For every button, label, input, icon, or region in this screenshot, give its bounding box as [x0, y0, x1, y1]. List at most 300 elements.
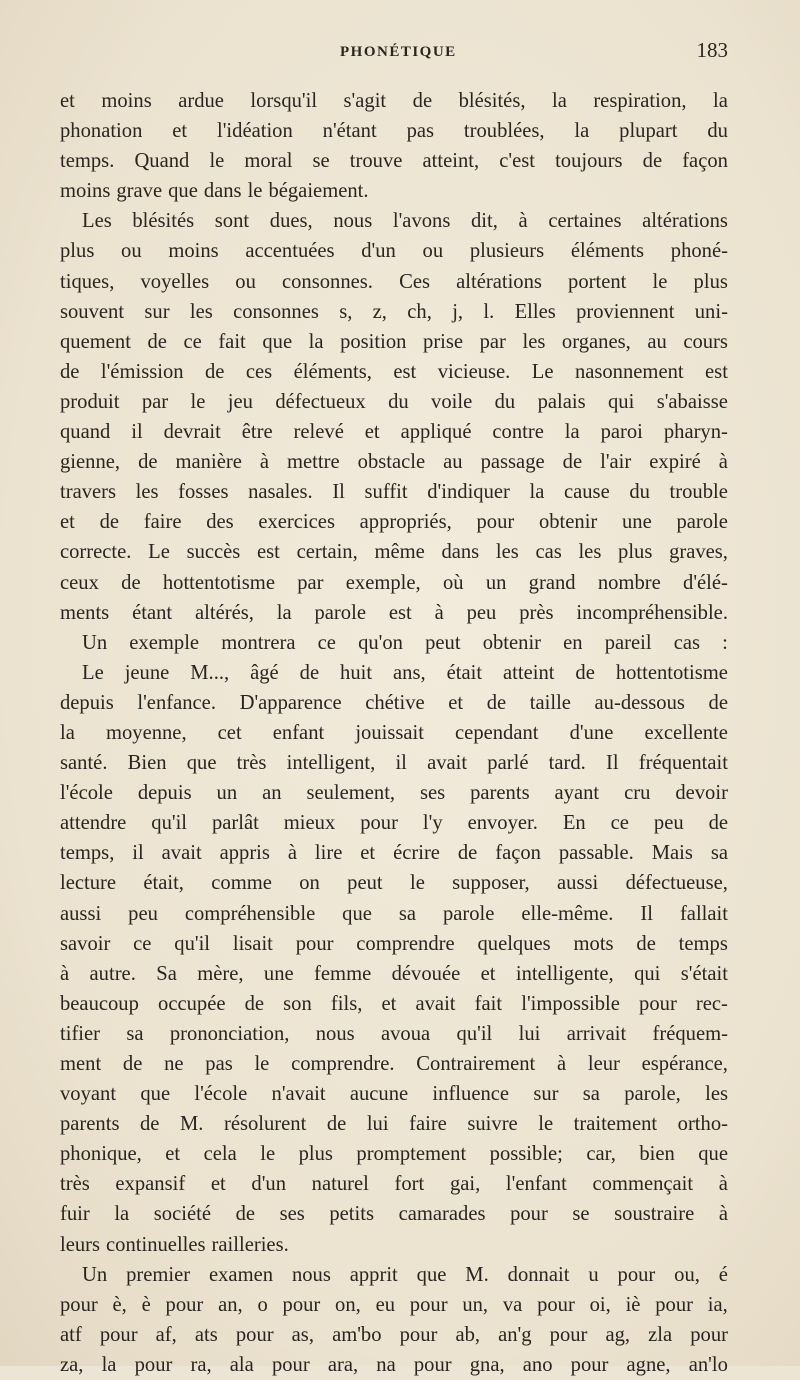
word: dans — [441, 541, 480, 564]
page-number: 183 — [696, 38, 728, 62]
word: an, — [218, 1293, 243, 1316]
word: premier — [126, 1263, 191, 1286]
word: naturel — [311, 1173, 369, 1196]
word: l'y — [422, 812, 443, 835]
word: parole — [676, 511, 728, 534]
word: d'une — [569, 721, 614, 744]
word: atteint, — [422, 150, 480, 173]
word: qu'il — [174, 932, 211, 955]
word: ans, — [393, 661, 426, 684]
word: donnait — [507, 1263, 570, 1286]
word: de — [140, 1113, 160, 1136]
word: de — [642, 150, 663, 173]
word: parlât — [211, 812, 259, 835]
word: et — [360, 842, 376, 865]
word: parole — [442, 902, 495, 925]
word: ce — [317, 631, 336, 654]
word: Mais — [651, 842, 693, 865]
text-line — [60, 1230, 728, 1260]
word: peu — [128, 902, 158, 925]
word: seulement, — [306, 782, 396, 805]
word: de — [575, 661, 595, 684]
text-line — [60, 116, 728, 146]
word: rec- — [695, 992, 728, 1015]
word: pareil — [604, 631, 652, 654]
word: huit — [340, 661, 373, 684]
text-line — [60, 1169, 728, 1199]
word: et — [60, 511, 75, 534]
word: à — [518, 210, 528, 233]
word: obtenir — [482, 631, 542, 654]
body-text — [60, 86, 728, 1380]
word: atf — [60, 1323, 82, 1346]
word: une — [622, 511, 652, 534]
word: passable. — [558, 842, 634, 865]
word: ce — [183, 330, 202, 353]
word: blésités, — [458, 90, 526, 112]
word: certain, — [296, 541, 358, 564]
word: même — [374, 541, 425, 564]
word: af, — [155, 1323, 177, 1346]
word: gienne, — [60, 451, 121, 474]
word: mieux — [283, 812, 336, 835]
word: grave — [116, 180, 163, 203]
word: phoné- — [670, 240, 728, 263]
word: ag, — [605, 1323, 631, 1346]
word: comprendre — [356, 932, 455, 955]
word: exercices — [258, 511, 335, 534]
word: en — [563, 631, 583, 654]
word: cela — [203, 1143, 237, 1166]
word: pour — [165, 1293, 204, 1316]
word: que — [698, 1143, 728, 1166]
word: moins — [168, 240, 219, 263]
word: il — [395, 752, 407, 775]
word: cas — [673, 631, 701, 654]
word: le — [254, 1053, 270, 1075]
word: grand — [528, 571, 576, 594]
word: ortho- — [677, 1113, 728, 1136]
word: sur — [144, 300, 170, 323]
word: D'apparence — [239, 691, 342, 714]
word: uni- — [694, 300, 728, 323]
word: par — [141, 390, 169, 413]
word: ano — [522, 1353, 553, 1376]
word: ayant — [554, 782, 600, 805]
word: de — [122, 1053, 143, 1075]
word: railleries. — [211, 1233, 289, 1256]
word: qu'on — [358, 631, 403, 654]
word: l'avons — [392, 210, 451, 233]
text-line — [60, 989, 728, 1019]
word: du — [629, 481, 650, 504]
word: En — [562, 812, 586, 835]
word: hottentotisme — [615, 661, 728, 684]
word: sa — [582, 1083, 600, 1106]
word: de — [708, 691, 728, 714]
word: l'enfant — [505, 1173, 567, 1196]
word: près — [519, 601, 554, 624]
text-line — [60, 417, 728, 447]
word: du — [707, 120, 728, 143]
word: et — [448, 691, 464, 714]
word: iè — [625, 1293, 641, 1316]
word: parole, — [624, 1083, 681, 1106]
word: pour — [409, 1293, 448, 1316]
word: nombre — [597, 571, 661, 594]
word: le — [260, 1143, 276, 1166]
word: il — [131, 421, 143, 444]
word: lisait — [232, 932, 273, 955]
word: se — [572, 1203, 590, 1226]
word: o — [257, 1293, 268, 1316]
word: à — [718, 1173, 728, 1196]
word: que — [186, 752, 217, 775]
word: parents — [60, 1113, 120, 1136]
text-line — [60, 1049, 728, 1079]
word: pour — [690, 1323, 728, 1346]
word: pour — [99, 1323, 138, 1346]
word: s'agit — [343, 90, 387, 112]
word: accentuées — [245, 240, 335, 263]
word: qu'il — [456, 1022, 493, 1045]
word: za, — [60, 1353, 84, 1376]
word: enfant — [272, 721, 325, 744]
word: se — [312, 150, 330, 173]
word: blésités — [132, 210, 195, 233]
word: le — [247, 180, 263, 203]
word: M. — [465, 1263, 489, 1286]
word: phonation — [60, 120, 143, 143]
word: quement — [60, 330, 131, 353]
word: troublées, — [463, 120, 545, 143]
word: portent — [568, 270, 627, 293]
word: de — [204, 360, 225, 383]
word: trouble — [669, 481, 728, 504]
word: le — [652, 270, 668, 293]
word: que — [416, 1263, 447, 1286]
word: tiques, — [60, 270, 115, 293]
word: s'était — [680, 962, 728, 985]
word: mettre — [287, 451, 340, 474]
text-line — [60, 267, 728, 297]
word: fallait — [679, 902, 728, 925]
word: influence — [432, 1083, 510, 1106]
word: c'est — [499, 150, 535, 173]
word: atteint — [503, 661, 555, 684]
word: organes, — [561, 330, 631, 353]
word: nasonnement — [574, 360, 684, 383]
word: défectueux — [275, 390, 366, 413]
word: suivre — [467, 1113, 518, 1136]
word: as, — [291, 1323, 314, 1346]
word: peut — [347, 872, 383, 895]
word: fait — [218, 330, 246, 353]
text-line — [60, 748, 728, 778]
text-line — [60, 477, 728, 507]
word: l'enfance. — [137, 691, 216, 714]
word: petits — [329, 1203, 374, 1226]
word: pour — [537, 1293, 575, 1316]
word: tifier — [60, 1022, 101, 1045]
word: jouissait — [355, 721, 424, 744]
word: parents — [470, 782, 530, 805]
word: pour — [639, 992, 677, 1015]
word: ardue — [178, 90, 224, 112]
word: jeu — [227, 390, 253, 413]
text-line — [60, 868, 728, 898]
word: la — [114, 1203, 130, 1226]
word: Ces — [399, 270, 430, 293]
word: pour — [413, 1353, 452, 1376]
word: du — [494, 390, 516, 413]
word: n'avait — [271, 1083, 326, 1106]
word: la — [574, 120, 590, 143]
word: n'étant — [322, 120, 377, 143]
word: graves, — [669, 541, 728, 564]
word: suffit — [364, 481, 408, 504]
word: où — [442, 571, 464, 594]
text-line — [60, 297, 728, 327]
word: et — [172, 120, 188, 143]
word: société — [153, 1203, 211, 1226]
word: traitement — [573, 1113, 658, 1136]
text-line — [60, 808, 728, 838]
word: de — [412, 90, 433, 112]
word: parlé — [487, 752, 529, 775]
text-line — [60, 86, 728, 116]
word: temps, — [60, 842, 115, 865]
word: voyelles — [140, 270, 210, 293]
word: Il — [640, 902, 653, 925]
word: ara, — [327, 1353, 359, 1376]
word: quand — [60, 421, 111, 444]
word: la — [529, 481, 545, 504]
word: nasales. — [248, 481, 313, 504]
word: faire — [143, 511, 182, 534]
text-line — [60, 778, 728, 808]
word: avait — [161, 842, 202, 865]
word: è, — [112, 1293, 127, 1316]
word: proviennent — [576, 300, 675, 323]
word: intelligent, — [286, 752, 376, 775]
word: respiration, — [593, 90, 687, 112]
word: d'un — [361, 240, 396, 263]
text-line — [60, 1079, 728, 1109]
word: la — [564, 421, 580, 444]
word: an'g — [498, 1323, 532, 1346]
text-line — [60, 146, 728, 176]
word: tard. — [548, 752, 586, 775]
word: nous — [315, 1022, 355, 1045]
word: l'idéation — [217, 120, 293, 143]
word: occupée — [158, 992, 226, 1015]
word: relevé — [293, 421, 344, 444]
word: Un — [82, 631, 108, 654]
word: elle-même. — [521, 902, 614, 925]
text-line — [60, 628, 728, 658]
word: z, — [372, 300, 387, 323]
word: camarades — [398, 1203, 486, 1226]
word: pas — [406, 120, 435, 143]
word: nous — [291, 1263, 331, 1286]
word: être — [241, 421, 273, 444]
word: obstacle — [357, 451, 426, 474]
word: temps. — [60, 150, 115, 173]
word: peut — [425, 631, 461, 654]
word: leurs — [60, 1233, 101, 1256]
word: attendre — [60, 812, 127, 835]
word: manière — [175, 451, 242, 474]
word: sa — [710, 842, 728, 865]
word: le — [190, 390, 206, 413]
word: plus — [60, 240, 95, 263]
word: du — [388, 390, 409, 413]
word: an'lo — [688, 1353, 728, 1376]
word: pour — [360, 812, 398, 835]
word: pour — [510, 1203, 548, 1226]
word: promptement — [356, 1143, 467, 1166]
word: un — [216, 782, 238, 805]
word: ment — [60, 1053, 102, 1075]
word: appropriés, — [359, 511, 452, 534]
word: santé. — [60, 752, 108, 775]
word: la — [60, 721, 75, 744]
word: fait — [474, 992, 503, 1015]
word: j, — [452, 300, 464, 323]
word: bien — [639, 1143, 675, 1166]
word: plus — [618, 541, 653, 564]
text-line — [60, 387, 728, 417]
page-header — [60, 38, 728, 68]
word: Il — [606, 752, 619, 775]
word: va — [502, 1293, 523, 1316]
word: Les — [82, 210, 112, 233]
word: depuis — [60, 691, 114, 714]
word: agne, — [626, 1353, 671, 1376]
word: aussi — [60, 902, 102, 925]
word: à — [287, 842, 297, 865]
text-line — [60, 1350, 728, 1380]
word: à — [259, 451, 269, 474]
word: ce — [133, 932, 152, 955]
word: beaucoup — [60, 992, 139, 1015]
word: défectueuse, — [625, 872, 728, 895]
word: un, — [462, 1293, 489, 1316]
word: aussi — [557, 872, 599, 895]
word: Elles — [514, 300, 556, 323]
word: éléments — [570, 240, 645, 263]
word: montrera — [221, 631, 296, 654]
word: Le — [531, 360, 554, 383]
text-line — [60, 1109, 728, 1139]
word: compréhensible — [184, 902, 316, 925]
word: ch, — [407, 300, 432, 323]
word: fuir — [60, 1203, 90, 1226]
word: était, — [143, 872, 184, 895]
text-line — [60, 598, 728, 628]
word: altérations — [456, 270, 542, 293]
word: quelques — [477, 932, 551, 955]
word: au-dessous — [594, 691, 685, 714]
word: ab, — [455, 1323, 481, 1346]
word: très — [60, 1173, 90, 1196]
word: lorsqu'il — [250, 90, 318, 112]
text-line — [60, 1019, 728, 1049]
word: supposer, — [452, 872, 530, 895]
word: dit, — [471, 210, 498, 233]
word: certaines — [548, 210, 622, 233]
word: correcte. — [60, 541, 132, 564]
word: est — [388, 601, 412, 624]
word: s'abaisse — [656, 390, 728, 413]
word: succès — [186, 541, 241, 564]
word: les — [495, 541, 519, 564]
word: est — [705, 360, 728, 383]
word: chétive — [365, 691, 425, 714]
text-line — [60, 1260, 728, 1290]
word: obtenir — [538, 511, 598, 534]
text-line — [60, 568, 728, 598]
word: à — [718, 1203, 728, 1226]
word: les — [522, 330, 546, 353]
word: à — [718, 451, 728, 474]
word: fréquem- — [652, 1022, 728, 1045]
word: la — [276, 601, 292, 624]
word: cru — [624, 782, 651, 805]
word: lui — [518, 1022, 541, 1045]
text-line — [60, 929, 728, 959]
word: espérance, — [641, 1053, 728, 1075]
text-line — [60, 236, 728, 266]
word: l'école — [194, 1083, 248, 1106]
word: prononciation, — [169, 1022, 290, 1045]
word: passage — [480, 451, 545, 474]
word: est — [257, 541, 280, 564]
word: l'école — [60, 782, 113, 805]
word: nous — [333, 210, 373, 233]
word: Sa — [156, 962, 177, 985]
word: altérations — [642, 210, 728, 233]
word: l'air — [600, 451, 632, 474]
word: on, — [335, 1293, 361, 1316]
word: pas — [205, 1053, 233, 1075]
word: l. — [483, 300, 495, 323]
word: ou — [235, 270, 256, 293]
word: à — [60, 962, 70, 985]
word: au — [443, 451, 463, 474]
word: qu'il — [151, 812, 188, 835]
word: Quand — [134, 150, 190, 173]
word: bégaiement. — [268, 180, 369, 203]
word: des — [206, 511, 234, 534]
word: exemple, — [345, 571, 421, 594]
word: pour — [282, 1293, 321, 1316]
word: ra, — [190, 1353, 212, 1376]
word: ala — [229, 1353, 254, 1376]
word: de — [99, 511, 120, 534]
word: ia, — [707, 1293, 728, 1316]
word: et — [364, 421, 380, 444]
text-line — [60, 718, 728, 748]
word: pour — [235, 1323, 274, 1346]
word: jeune — [124, 661, 170, 684]
word: ses — [420, 782, 446, 805]
word: ne — [164, 1053, 184, 1075]
word: s, — [339, 300, 353, 323]
word: plusieurs — [469, 240, 545, 263]
word: pour — [655, 1293, 693, 1316]
